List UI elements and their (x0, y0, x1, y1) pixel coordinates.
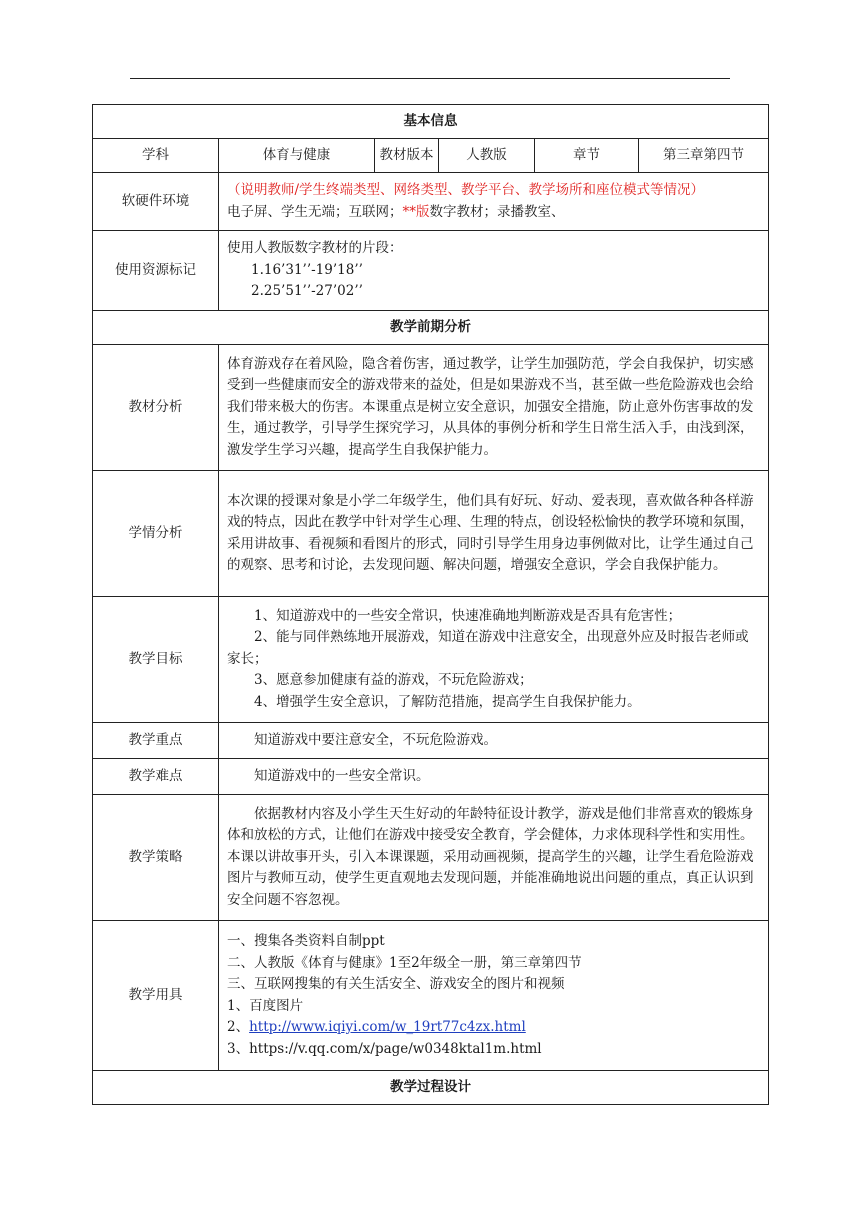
objective-item: 2、能与同伴熟练地开展游戏，知道在游戏中注意安全，出现意外应及时报告老师或家长； (227, 629, 749, 667)
difficulty-text: 知道游戏中的一些安全常识。 (219, 759, 769, 795)
objective-item: 4、增强学生安全意识，了解防范措施，提高学生自我保护能力。 (254, 693, 641, 710)
tools-line: 三、互联网搜集的有关生活安全、游戏安全的图片和视频 (227, 976, 565, 992)
environment-content (219, 173, 769, 231)
section-title: 教学过程设计 (93, 1071, 769, 1105)
tools-line: 二、人教版《体育与健康》1至2年级全一册，第三章第四节 (227, 954, 582, 971)
material-analysis-row (93, 345, 769, 471)
basic-info-row (93, 139, 769, 173)
lesson-plan-table (92, 104, 769, 1105)
tools-row (93, 921, 769, 1071)
difficulty-label: 教学难点 (93, 759, 219, 795)
environment-line-prefix: 电子屏、学生无端；互联网； (227, 203, 403, 220)
strategy-row (93, 795, 769, 921)
strategy-text: 依据教材内容及小学生天生好动的年龄特征设计教学，游戏是他们非常喜欢的锻炼身体和放松的方式，让他们在游戏中接受安全教育，学会健体，力求体现科学性和实用性。本课以讲故事开头，引入本课课题，采用动画视频，提高学生的兴趣，让学生看危险游戏图片与教师互动，使学生更直观地去发现问题，并能准确地说出问题的重点，真正认识到安全问题不容忽视。 (219, 795, 769, 921)
resources-content (219, 231, 769, 311)
objectives-content (219, 597, 769, 723)
subject-label: 学科 (93, 139, 219, 173)
environment-line-suffix: 数字教材；录播教室、 (429, 203, 565, 220)
strategy-label: 教学策略 (93, 795, 219, 921)
chapter-value: 第三章第四节 (639, 139, 769, 173)
tools-link-line (227, 1017, 760, 1039)
environment-row (93, 173, 769, 231)
chapter-label: 章节 (535, 139, 639, 173)
environment-line (227, 202, 760, 224)
edition-value: 人教版 (439, 139, 535, 173)
tools-link-prefix: 2、 (227, 1019, 250, 1035)
student-analysis-row (93, 471, 769, 597)
section-title: 教学前期分析 (93, 311, 769, 345)
student-analysis-text: 本次课的授课对象是小学二年级学生，他们具有好玩、好动、爱表现，喜欢做各种各样游戏的特点，因此在教学中针对学生心理、生理的特点，创设轻松愉快的教学环境和氛围，采用讲故事、看视频和看图片的形式，同时引导学生用身边事例做对比，让学生通过自己的观察、思考和讨论，去发现问题、解决问题，增强安全意识，学会自我保护能力。 (219, 471, 769, 597)
difficulty-row (93, 759, 769, 795)
objective-item: 3、愿意参加健康有益的游戏，不玩危险游戏； (254, 672, 533, 689)
environment-note: （说明教师/学生终端类型、网络类型、教学平台、教学场所和座位模式等情况） (227, 182, 705, 198)
tools-label: 教学用具 (93, 921, 219, 1071)
iqiyi-link[interactable]: http://www.iqiyi.com/w_19rt77c4zx.html (249, 1019, 526, 1035)
resources-row (93, 231, 769, 311)
edition-label: 教材版本 (375, 139, 439, 173)
student-analysis-label: 学情分析 (93, 471, 219, 597)
tools-line: 1、百度图片 (227, 997, 304, 1014)
resources-label: 使用资源标记 (93, 231, 219, 311)
tools-line: 一、搜集各类资料自制ppt (227, 933, 385, 949)
environment-line-red: **版 (402, 203, 430, 220)
material-analysis-text: 体育游戏存在着风险，隐含着伤害，通过教学，让学生加强防范，学会自我保护，切实感受到一些健康而安全的游戏带来的益处，但是如果游戏不当，甚至做一些危险游戏也会给我们带来极大的伤害。本课重点是树立安全意识，加强安全措施，防止意外伤害事故的发生，通过教学，引导学生探究学习，从具体的事例分析和学生日常生活入手，由浅到深，激发学生学习兴趣，提高学生自我保护能力。 (219, 345, 769, 471)
key-point-label: 教学重点 (93, 723, 219, 759)
resource-item: 1.16’31’’-19’18’’ (251, 261, 363, 278)
section-row-pre-analysis (93, 311, 769, 345)
environment-label: 软硬件环境 (93, 173, 219, 231)
section-row-process-design (93, 1071, 769, 1105)
key-point-row (93, 723, 769, 759)
key-point-text: 知道游戏中要注意安全，不玩危险游戏。 (219, 723, 769, 759)
objectives-row (93, 597, 769, 723)
material-analysis-label: 教材分析 (93, 345, 219, 471)
subject-value: 体育与健康 (219, 139, 375, 173)
tools-line: 3、https://v.qq.com/x/page/w0348ktal1m.html (227, 1040, 542, 1057)
objectives-label: 教学目标 (93, 597, 219, 723)
resource-item: 2.25’51’’-27’02’’ (251, 283, 363, 300)
section-title: 基本信息 (93, 105, 769, 139)
section-row-basic-info (93, 105, 769, 139)
tools-content (219, 921, 769, 1071)
resources-intro: 使用人教版数字教材的片段： (227, 240, 403, 257)
header-rule (130, 78, 730, 79)
objective-item: 1、知道游戏中的一些安全常识，快速准确地判断游戏是否具有危害性； (254, 607, 682, 624)
